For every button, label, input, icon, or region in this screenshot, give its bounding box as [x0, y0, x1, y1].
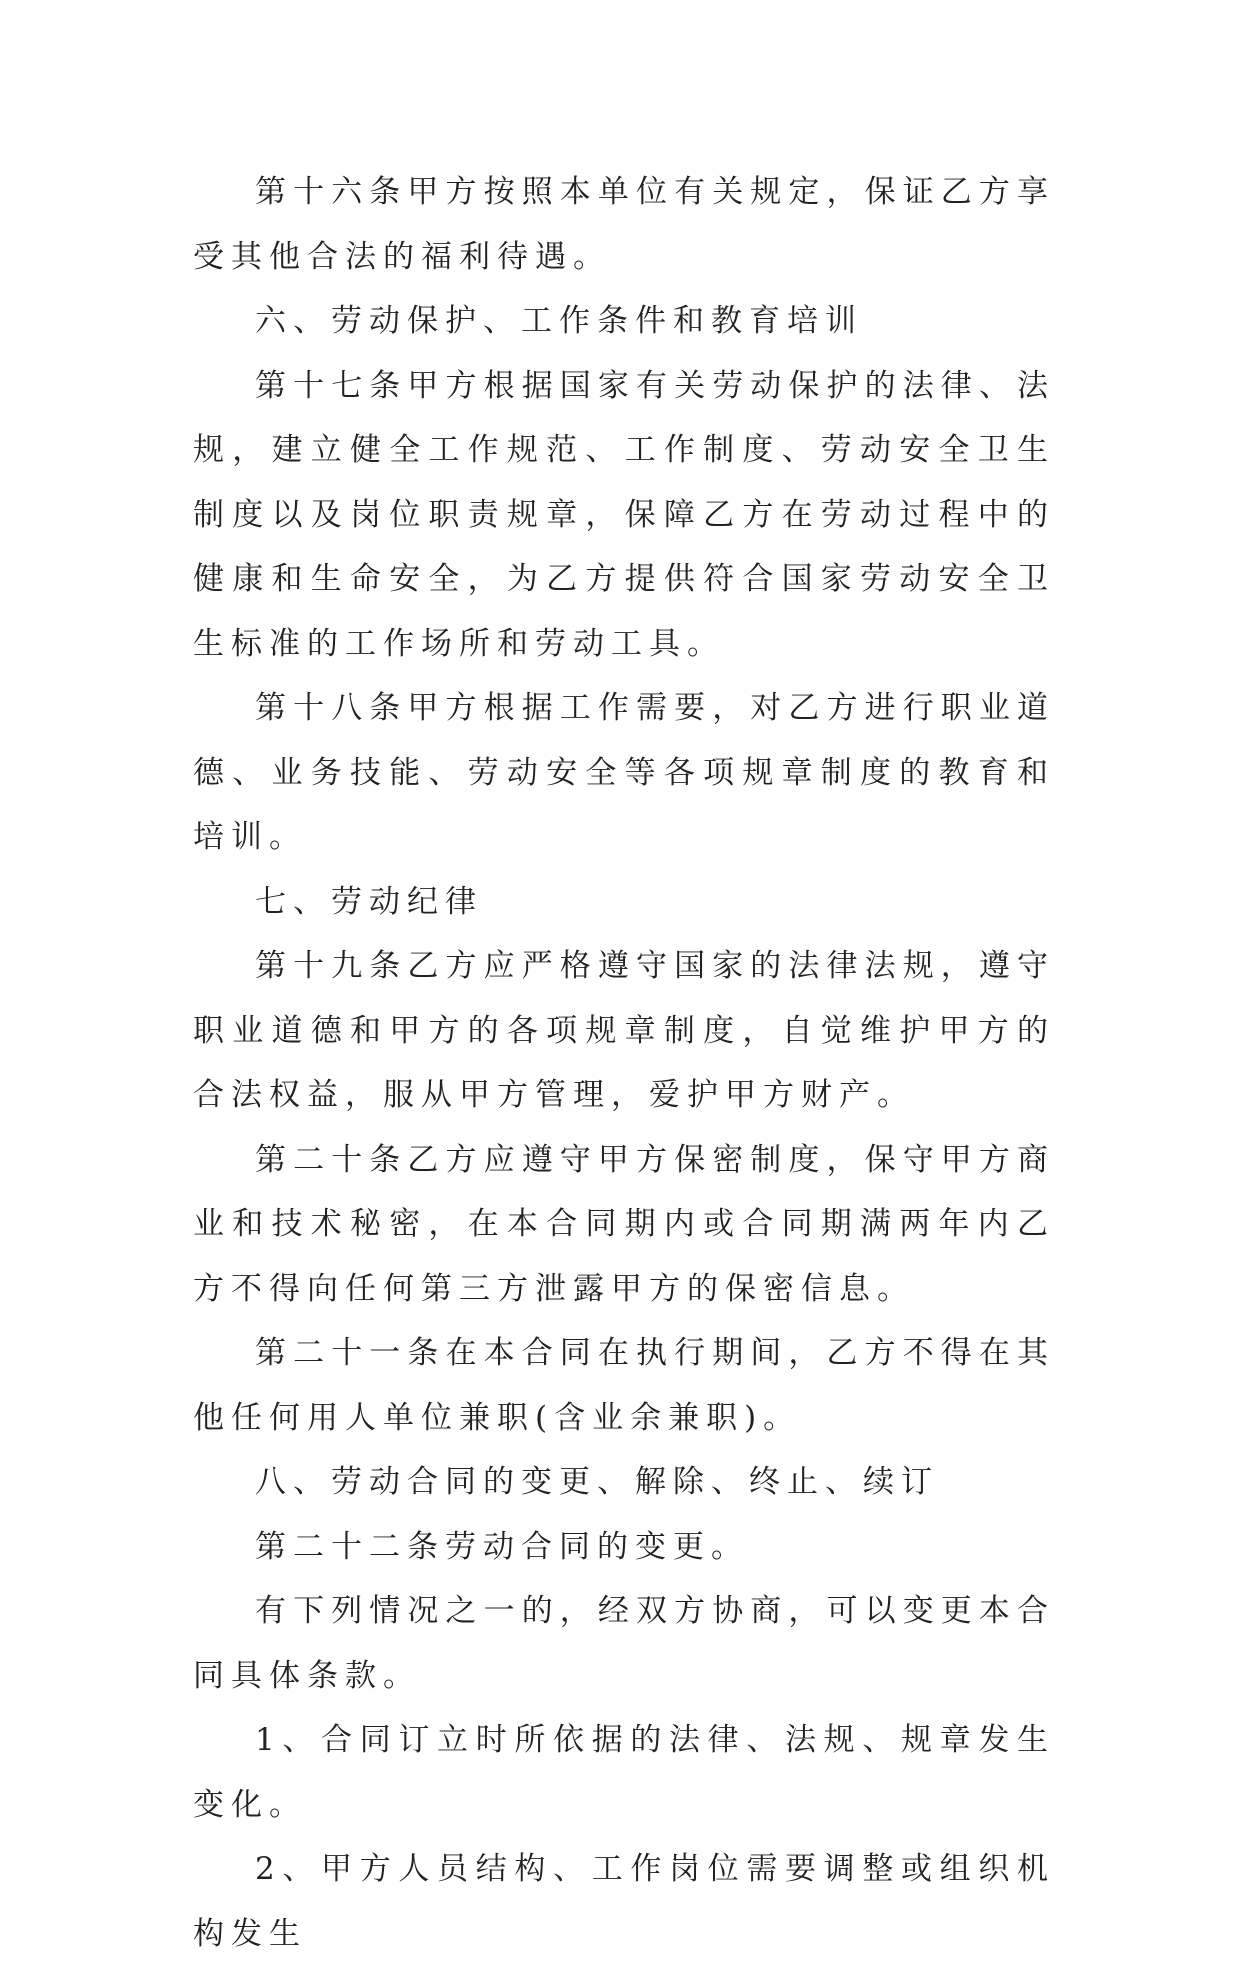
clause-16: 第十六条甲方按照本单位有关规定，保证乙方享受其他合法的福利待遇。	[193, 174, 1055, 275]
document-page	[193, 160, 1055, 1966]
section-heading-6: 六、劳动保护、工作条件和教育培训	[255, 303, 863, 339]
clause-22-item-1: 1、合同订立时所依据的法律、法规、规章发生变化。	[193, 1722, 1055, 1823]
clause-18: 第十八条甲方根据工作需要，对乙方进行职业道德、业务技能、劳动安全等各项规章制度的教育和培训。	[193, 690, 1055, 855]
section-heading-8: 八、劳动合同的变更、解除、终止、续订	[255, 1464, 939, 1500]
clause-22: 第二十二条劳动合同的变更。	[255, 1528, 749, 1565]
clause-22-item-2: 2、甲方人员结构、工作岗位需要调整或组织机构发生	[193, 1851, 1055, 1952]
clause-20: 第二十条乙方应遵守甲方保密制度，保守甲方商业和技术秘密，在本合同期内或合同期满两年内乙方不得向任何第三方泄露甲方的保密信息。	[193, 1141, 1055, 1307]
clause-17: 第十七条甲方根据国家有关劳动保护的法律、法规，建立健全工作规范、工作制度、劳动安全卫生制度以及岗位职责规章，保障乙方在劳动过程中的健康和生命安全，为乙方提供符合国家劳动安全卫生标准的工作场所和劳动工具。	[193, 367, 1055, 662]
section-heading-7: 七、劳动纪律	[255, 883, 483, 920]
clause-19: 第十九条乙方应严格遵守国家的法律法规，遵守职业道德和甲方的各项规章制度，自觉维护甲方的合法权益，服从甲方管理，爱护甲方财产。	[193, 948, 1055, 1113]
clause-21: 第二十一条在本合同在执行期间，乙方不得在其他任何用人单位兼职(含业余兼职)。	[193, 1335, 1055, 1436]
clause-22-intro: 有下列情况之一的，经双方协商，可以变更本合同具体条款。	[193, 1593, 1055, 1694]
